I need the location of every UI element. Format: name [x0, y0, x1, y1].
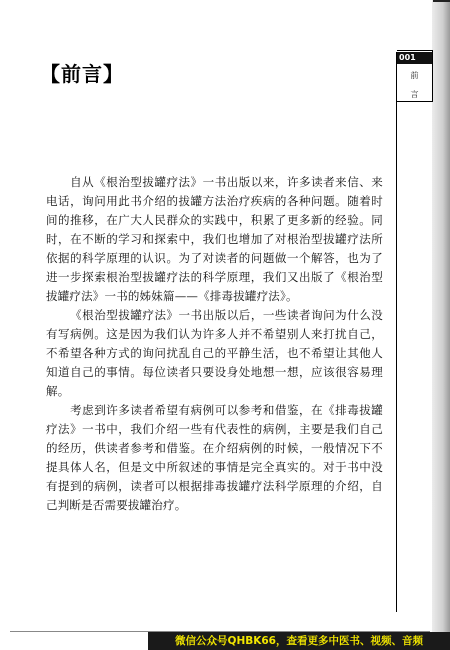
page-number: 001 [397, 52, 432, 64]
paragraph: 考虑到许多读者希望有病例可以参考和借鉴，在《排毒拔罐疗法》一书中，我们介绍一些有代表性的病例，主要是我们自己的经历，供读者参考和借鉴。在介绍病例的时候，一般情况下不提具体人名，但是文中所叙述的事情是完全真实的。对于书中没有提到的病例，读者可以根据排毒拔罐疗法科学原理的介绍，自己判断是否需要拔罐治疗。 [46, 403, 383, 512]
side-tab-char: 前 [410, 71, 419, 80]
paragraph: 自从《根治型拔罐疗法》一书出版以来，许多读者来信、来电话，询问用此书介绍的拔罐方法治疗疾病的各种问题。随着时间的推移，在广大人民群众的实践中，积累了更多新的经验。同时，在不断的学习和探索中，我们也增加了对根治型拔罐疗法所依据的科学原理的认识。为了对读者的问题做一个解答，也为了进一步探索根治型拔罐疗法的科学原理，我们又出版了《根治型拔罐疗法》一书的姊妹篇——《排毒拔罐疗法》。 [46, 175, 383, 303]
side-tab-title [397, 66, 432, 104]
watermark-banner: 微信公众号QHBK66，查看更多中医书、视频、音频 [148, 632, 450, 650]
preface-body [46, 173, 383, 515]
scan-edge [432, 0, 450, 650]
paragraph: 《根治型拔罐疗法》一书出版以后，一些读者询问为什么没有写病例。这是因为我们认为许多人并不希望别人来打扰自己，不希望各种方式的询问扰乱自己的平静生活，也不希望让其他人知道自己的事情。每位读者只要设身处地想一想，应该很容易理解。 [46, 308, 383, 398]
side-tab-char: 言 [410, 90, 419, 99]
page-title: 【前言】 [40, 62, 124, 86]
right-margin-rule [396, 52, 397, 612]
scan-corner-line [433, 0, 450, 2]
